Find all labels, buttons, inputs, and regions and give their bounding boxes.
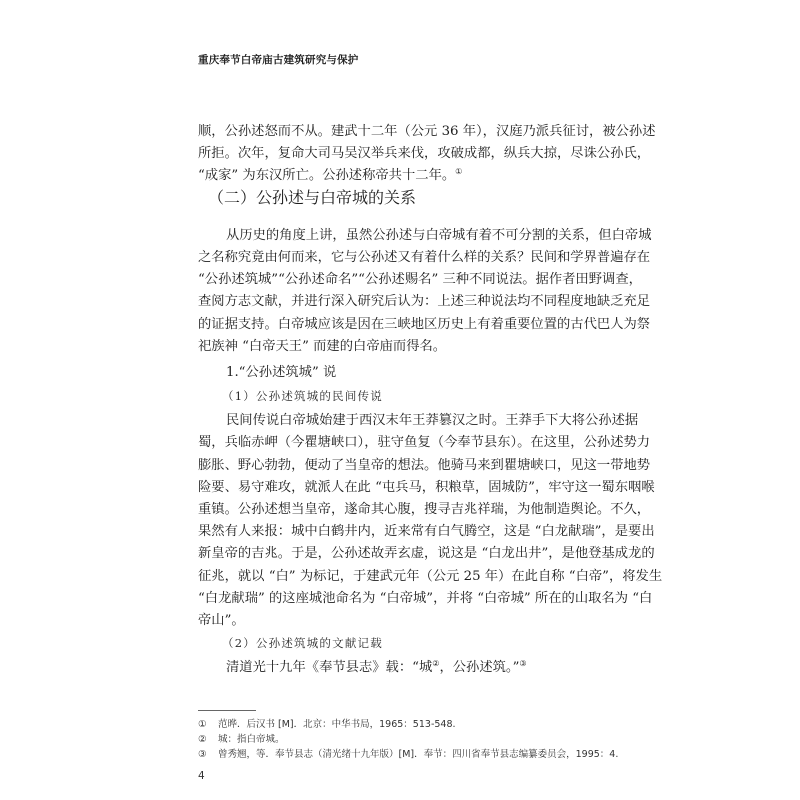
footnote bbox=[198, 731, 285, 745]
footnote-text: 城：指白帝城。 bbox=[218, 734, 285, 745]
body-line: 顺，公孙述怒而不从。建武十二年（公元 36 年），汉庭乃派兵征讨，被公孙述 bbox=[198, 123, 656, 139]
body-line: 险要、易守难攻，就派人在此 “屯兵马，积粮草，固城防”，牢守这一蜀东咽喉 bbox=[198, 479, 655, 495]
body-line: 查阅方志文献，并进行深入研究后认为：上述三种说法均不同程度地缺乏充足 bbox=[198, 294, 651, 310]
body-line: 从历史的角度上讲，虽然公孙述与白帝城有着不可分割的关系，但白帝城 bbox=[226, 227, 652, 243]
subsection-heading: 1.“公孙述筑城” 说 bbox=[226, 364, 337, 380]
body-line: 新皇帝的吉兆。于是，公孙述故弄玄虚，说这是 “白龙出井”，是他登基成龙的 bbox=[198, 546, 655, 562]
body-line: 所拒。次年，复命大司马吴汉举兵来伐，攻破成都，纵兵大掠，尽诛公孙氏， bbox=[198, 145, 651, 161]
body-text: 清道光十九年《奉节县志》载：“城 bbox=[226, 660, 433, 676]
footnote-number: ① bbox=[198, 719, 207, 730]
footnote bbox=[198, 716, 456, 730]
body-line bbox=[198, 164, 462, 183]
sub-subsection-heading: （2）公孙述筑城的文献记载 bbox=[222, 635, 383, 650]
body-line: 民间传说白帝城始建于西汉末年王莽篡汉之时。王莽手下大将公孙述据 bbox=[226, 413, 639, 429]
footnote-text: 范晔．后汉书 [M]．北京：中华书局，1965：513-548. bbox=[218, 719, 456, 730]
footnote-number: ③ bbox=[198, 749, 207, 760]
body-line: 之名称究竟由何而来，它与公孙述又有着什么样的关系？民间和学界普遍存在 bbox=[198, 250, 651, 266]
footnote-ref: ② bbox=[432, 659, 440, 669]
sub-subsection-heading: （1）公孙述筑城的民间传说 bbox=[222, 388, 383, 403]
footnote-divider bbox=[198, 710, 256, 711]
footnote-ref: ① bbox=[455, 167, 463, 177]
body-text: ，公孙述筑。” bbox=[439, 660, 520, 676]
body-line: 帝山”。 bbox=[198, 612, 245, 628]
body-line: 果然有人来报：城中白鹤井内，近来常有白气腾空，这是 “白龙献瑞”，是要出 bbox=[198, 524, 655, 540]
body-line: 的证据支持。白帝城应该是因在三峡地区历史上有着重要位置的古代巴人为祭 bbox=[198, 316, 651, 332]
body-line: 重镇。公孙述想当皇帝，遂命其心腹，搜寻吉兆祥瑞，为他制造舆论。不久， bbox=[198, 501, 651, 517]
body-line bbox=[226, 656, 527, 675]
running-header: 重庆奉节白帝庙古建筑研究与保护 bbox=[198, 54, 359, 66]
body-line: 膨胀、野心勃勃，便动了当皇帝的想法。他骑马来到瞿塘峡口，见这一带地势 bbox=[198, 457, 651, 473]
body-line: “公孙述筑城”“公孙述命名”“公孙述赐名” 三种不同说法。据作者田野调查， bbox=[198, 272, 642, 288]
body-line: 祀族神 “白帝天王” 而建的白帝庙而得名。 bbox=[198, 338, 447, 354]
footnote-ref: ③ bbox=[519, 659, 527, 669]
body-line: 征兆，就以 “白” 为标记，于建武元年（公元 25 年）在此自称 “白帝”，将发生 bbox=[198, 568, 663, 584]
footnote bbox=[198, 746, 618, 760]
body-text: “成家” 为东汉所亡。公孙述称帝共十二年。 bbox=[198, 168, 456, 184]
section-heading: （二）公孙述与白帝城的关系 bbox=[208, 188, 417, 208]
footnote-number: ② bbox=[198, 734, 207, 745]
footnote-text: 曾秀翘，等．奉节县志（清光绪十九年版）[M]．奉节：四川省奉节县志编纂委员会，1995：4. bbox=[218, 749, 619, 760]
body-line: “白龙献瑞” 的这座城池命名为 “白帝城”，并将 “白帝城” 所在的山取名为 “白 bbox=[198, 590, 653, 606]
page-number: 4 bbox=[198, 770, 205, 782]
body-line: 蜀，兵临赤岬（今瞿塘峡口），驻守鱼复（今奉节县东）。在这里，公孙述势力 bbox=[198, 435, 651, 451]
